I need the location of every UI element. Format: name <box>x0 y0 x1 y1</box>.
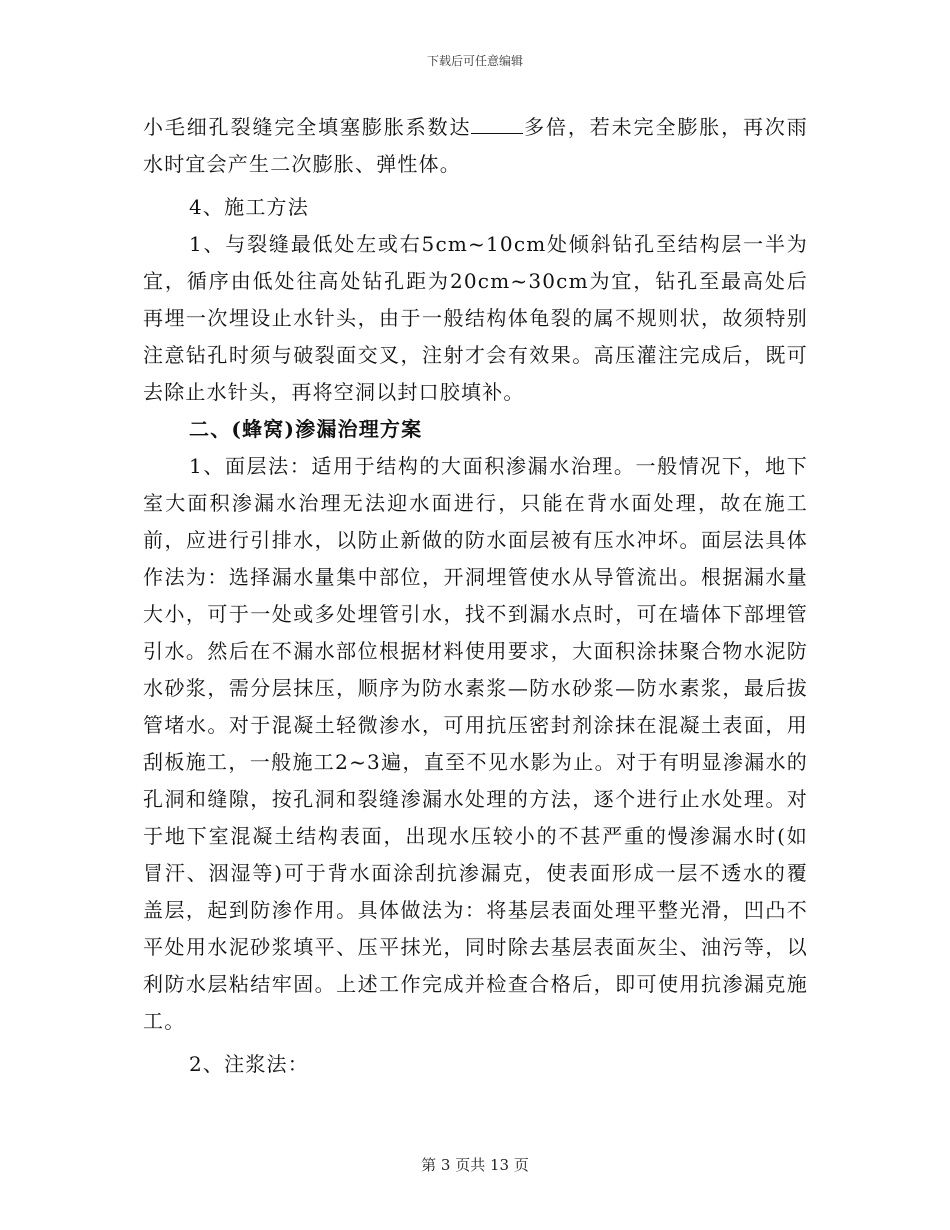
paragraph-expansion-end: 多倍，若未完全膨胀，再次雨水时宜会产生二次膨胀、弹性体。 <box>143 115 808 176</box>
fill-in-blank <box>471 115 523 134</box>
page-header: 下载后可任意编辑 <box>426 54 523 68</box>
section-title-construction-method: 4、施工方法 <box>189 195 309 219</box>
document-body <box>143 109 808 1083</box>
paragraph-surface-layer-method: 1、面层法：适用于结构的大面积渗漏水治理。一般情况下，地下室大面积渗漏水治理无法迎水面进行，只能在背水面处理，故在施工前，应进行引排水，以防止新做的防水面层被有压水冲坏。面层法具体作法为：选择漏水量集中部位，开洞埋管使水从导管流出。根据漏水量大小，可于一处或多处埋管引水，找不到漏水点时，可在墙体下部埋管引水。然后在不漏水部位根据材料使用要求，大面积涂抹聚合物水泥防水砂浆，需分层抹压，顺序为防水素浆—防水砂浆—防水素浆，最后拔管堵水。对于混凝土轻微渗水，可用抗压密封剂涂抹在混凝土表面，用刮板施工，一般施工2~3遍，直至不见水影为止。对于有明显渗漏水的孔洞和缝隙，按孔洞和裂缝渗漏水处理的方法，逐个进行止水处理。对于地下室混凝土结构表面，出现水压较小的不甚严重的慢渗漏水时(如冒汗、洇湿等)可于背水面涂刮抗渗漏克，使表面形成一层不透水的覆盖层，起到防渗作用。具体做法为：将基层表面处理平整光滑，凹凸不平处用水泥砂浆填平、压平抹光，同时除去基层表面灰尘、油污等，以利防水层粘结牢固。上述工作完成并检查合格后，即可使用抗渗漏克施工。 <box>143 454 808 1033</box>
paragraph-grouting-method: 2、注浆法： <box>189 1052 309 1076</box>
paragraph-expansion-start: 小毛细孔裂缝完全填塞膨胀系数达 <box>143 115 472 139</box>
page-footer: 第 3 页共 13 页 <box>421 1156 529 1174</box>
paragraph-drilling-method: 1、与裂缝最低处左或右5cm~10cm处倾斜钻孔至结构层一半为宜，循序由低处往高处钻孔距为20cm~30cm为宜，钻孔至最高处后再埋一次埋设止水针头，由于一般结构体龟裂的属不规则状，故须特别注意钻孔时须与破裂面交叉，注射才会有效果。高压灌注完成后，既可去除止水针头，再将空洞以封口胶填补。 <box>143 232 808 404</box>
section-title-honeycomb-leakage: 二、(蜂窝)渗漏治理方案 <box>189 417 423 441</box>
paragraph-expansion <box>143 109 808 183</box>
